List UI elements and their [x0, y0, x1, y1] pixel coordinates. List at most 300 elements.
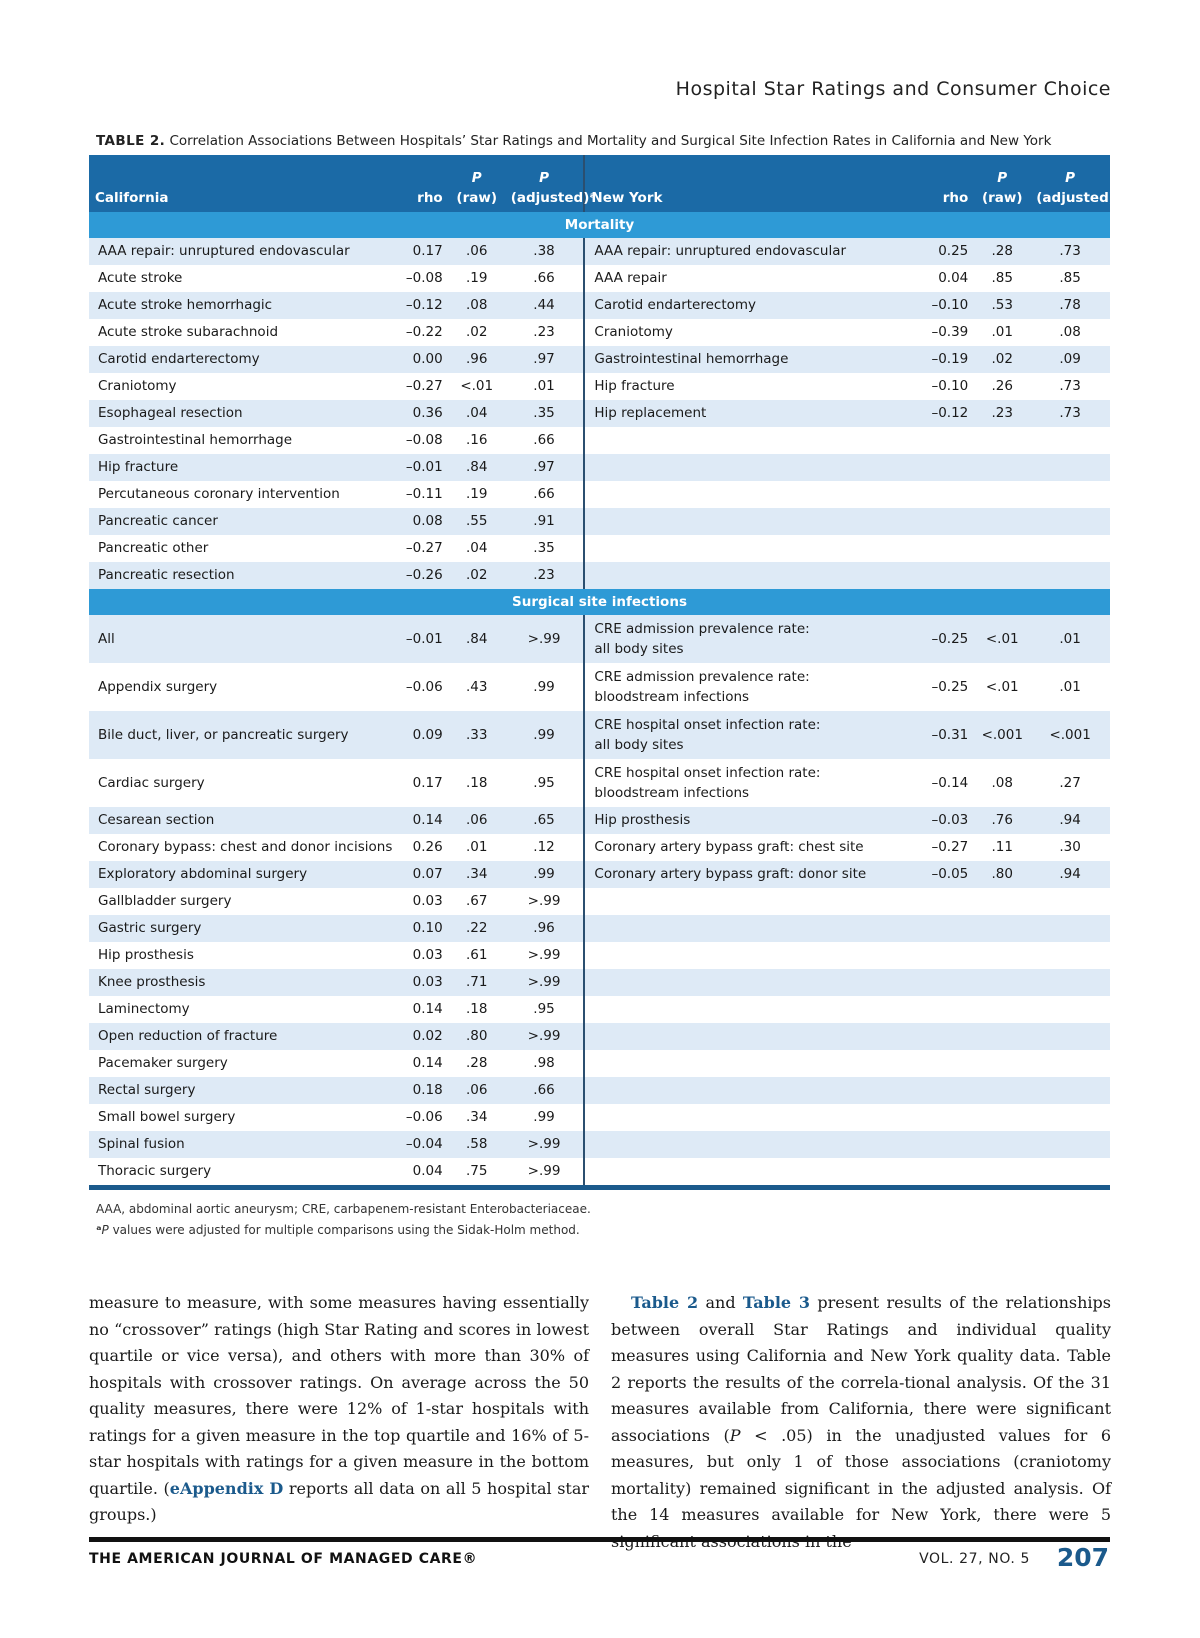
ny-p-raw	[974, 1158, 1030, 1188]
ny-p-raw: .01	[974, 319, 1030, 346]
header-ny-p-adjusted	[1030, 155, 1122, 212]
ca-rho: 0.17	[393, 759, 449, 807]
header-p: P	[997, 170, 1008, 186]
ca-p-adjusted: .35	[505, 535, 585, 562]
ny-measure	[584, 759, 918, 807]
table-row	[89, 481, 1110, 508]
ny-p-raw	[974, 1077, 1030, 1104]
ca-p-raw: .18	[449, 759, 505, 807]
ny-p-adjusted	[1030, 1023, 1110, 1050]
ny-p-raw	[974, 508, 1030, 535]
ny-p-adjusted: .94	[1030, 807, 1110, 834]
ca-p-raw: .16	[449, 427, 505, 454]
footer-rule	[89, 1537, 1110, 1542]
ny-rho: –0.10	[918, 292, 974, 319]
ny-measure	[584, 996, 918, 1023]
table-row	[89, 915, 1110, 942]
eappendix-link[interactable]: eAppendix D	[169, 1478, 284, 1498]
ca-p-raw: .06	[449, 1077, 505, 1104]
table-row	[89, 969, 1110, 996]
ca-p-adjusted: .96	[505, 915, 585, 942]
ny-p-raw: .08	[974, 759, 1030, 807]
ny-p-raw	[974, 427, 1030, 454]
ca-p-raw: .84	[449, 615, 505, 663]
ny-p-adjusted	[1030, 888, 1110, 915]
ca-measure: Acute stroke hemorrhagic	[89, 292, 393, 319]
ca-p-raw: .43	[449, 663, 505, 711]
note-adjustment	[96, 1220, 591, 1241]
body-text: and	[698, 1293, 743, 1312]
ca-p-raw: .01	[449, 834, 505, 861]
ny-measure: Craniotomy	[584, 319, 918, 346]
ny-measure-line1: Coronary artery bypass graft: donor site	[594, 866, 867, 882]
ny-p-raw: .11	[974, 834, 1030, 861]
table-row	[89, 942, 1110, 969]
ca-rho: 0.14	[393, 996, 449, 1023]
ny-p-adjusted: .09	[1030, 346, 1110, 373]
ca-measure: Exploratory abdominal surgery	[89, 861, 393, 888]
ny-p-raw	[974, 535, 1030, 562]
ny-p-raw: .76	[974, 807, 1030, 834]
ny-p-adjusted	[1030, 1104, 1110, 1131]
ca-measure: AAA repair: unruptured endovascular	[89, 238, 393, 265]
ca-measure: Cardiac surgery	[89, 759, 393, 807]
ca-rho: –0.08	[393, 265, 449, 292]
table-body	[89, 212, 1110, 1188]
ca-p-raw: .96	[449, 346, 505, 373]
body-text: measure to measure, with some measures having essentially no “crossover” ratings (high Star Rating and scores in lowest quartile or vice versa), and others with more than 30% of hospitals with crossover ratings. On average across the 50 quality measures, there were 12% of 1-star hospitals with ratings for a given measure in the top quartile and 16% of 5-star hospitals with ratings for a given measure in the bottom quartile. (	[89, 1293, 589, 1498]
ny-rho	[918, 969, 974, 996]
ca-measure: Small bowel surgery	[89, 1104, 393, 1131]
ca-p-raw: .04	[449, 535, 505, 562]
table-row	[89, 711, 1110, 759]
ca-rho: –0.27	[393, 535, 449, 562]
ny-p-adjusted: .73	[1030, 400, 1110, 427]
header-p: P	[539, 170, 549, 186]
body-text: < .05) in the unadjusted values for 6 measures, but only 1 of those associations (craniotomy mortality) remained significant in the adjusted analysis. Of the 14 measures available for New York, there were 5	[611, 1425, 1112, 1524]
body-text: reports all data on all 5 hospital star groups.)	[89, 1478, 590, 1524]
table-row	[89, 834, 1110, 861]
ca-p-adjusted: .66	[505, 427, 585, 454]
ny-measure-line1: CRE admission prevalence rate:	[594, 668, 810, 685]
ny-measure	[584, 562, 918, 589]
table-row	[89, 1050, 1110, 1077]
ca-measure: Open reduction of fracture	[89, 1023, 393, 1050]
ca-p-adjusted: .97	[505, 346, 585, 373]
header-raw: (raw)	[456, 190, 497, 206]
ca-measure: Coronary bypass: chest and donor incisions	[89, 834, 393, 861]
ny-p-raw: .80	[974, 861, 1030, 888]
table-row	[89, 265, 1110, 292]
ny-measure-line1: Coronary artery bypass graft: chest site	[594, 839, 864, 855]
ny-measure-line2: all body sites	[594, 640, 684, 657]
section-label-mortality: Mortality	[89, 212, 1110, 238]
ny-p-raw: <.01	[974, 615, 1030, 663]
table-row	[89, 615, 1110, 663]
ny-p-raw	[974, 969, 1030, 996]
ny-rho	[918, 1050, 974, 1077]
ny-measure: AAA repair: unruptured endovascular	[584, 238, 918, 265]
journal-name: THE AMERICAN JOURNAL OF MANAGED CARE®	[89, 1551, 478, 1567]
ca-p-adjusted: >.99	[505, 888, 585, 915]
ny-p-raw	[974, 915, 1030, 942]
ny-measure	[584, 834, 918, 861]
table-row	[89, 1158, 1110, 1188]
table-row	[89, 807, 1110, 834]
ca-rho: –0.26	[393, 562, 449, 589]
ny-p-adjusted	[1030, 1158, 1110, 1188]
ny-measure: Carotid endarterectomy	[584, 292, 918, 319]
ca-p-adjusted: .12	[505, 834, 585, 861]
ny-rho: –0.27	[918, 834, 974, 861]
ca-rho: 0.00	[393, 346, 449, 373]
ca-measure: Hip prosthesis	[89, 942, 393, 969]
table-row	[89, 1077, 1110, 1104]
note-p: P	[101, 1223, 109, 1237]
ca-p-raw: .80	[449, 1023, 505, 1050]
ca-rho: –0.01	[393, 454, 449, 481]
ny-p-raw	[974, 1023, 1030, 1050]
ny-p-adjusted	[1030, 481, 1110, 508]
table-row	[89, 888, 1110, 915]
ny-p-raw	[974, 481, 1030, 508]
ca-rho: 0.07	[393, 861, 449, 888]
ca-p-adjusted: >.99	[505, 615, 585, 663]
ny-measure: Gastrointestinal hemorrhage	[584, 346, 918, 373]
ca-p-raw: .08	[449, 292, 505, 319]
ca-p-raw: .75	[449, 1158, 505, 1188]
section-row-mortality	[89, 212, 1110, 238]
ny-p-adjusted: .30	[1030, 834, 1110, 861]
ny-measure	[584, 1050, 918, 1077]
ny-measure	[584, 1104, 918, 1131]
ny-p-adjusted: .73	[1030, 373, 1110, 400]
ny-p-adjusted	[1030, 915, 1110, 942]
table-row	[89, 1023, 1110, 1050]
ny-measure	[584, 711, 918, 759]
ny-p-raw	[974, 454, 1030, 481]
ny-measure: Hip fracture	[584, 373, 918, 400]
table-row	[89, 508, 1110, 535]
note-abbreviations: AAA, abdominal aortic aneurysm; CRE, carbapenem-resistant Enterobacteriaceae.	[96, 1202, 591, 1216]
table-label: TABLE 2.	[96, 133, 166, 149]
body-column-right	[611, 1290, 1111, 1555]
header-p: P	[1065, 170, 1076, 186]
ca-p-raw: .34	[449, 1104, 505, 1131]
ca-p-adjusted: .65	[505, 807, 585, 834]
table-row	[89, 996, 1110, 1023]
ca-rho: –0.11	[393, 481, 449, 508]
ca-rho: –0.01	[393, 615, 449, 663]
header-row	[89, 155, 1110, 212]
ca-p-raw: .71	[449, 969, 505, 996]
ca-p-adjusted: .99	[505, 711, 585, 759]
ca-p-adjusted: .98	[505, 1050, 585, 1077]
ca-rho: –0.06	[393, 663, 449, 711]
ca-p-raw: .02	[449, 319, 505, 346]
ny-rho: –0.10	[918, 373, 974, 400]
ca-p-adjusted: >.99	[505, 1023, 585, 1050]
table-row	[89, 1131, 1110, 1158]
ny-p-raw: .26	[974, 373, 1030, 400]
ny-p-raw: .53	[974, 292, 1030, 319]
ny-measure-line1: CRE admission prevalence rate:	[594, 620, 810, 637]
ny-rho	[918, 427, 974, 454]
ca-p-adjusted: .38	[505, 238, 585, 265]
ny-rho: –0.31	[918, 711, 974, 759]
ca-p-raw: .58	[449, 1131, 505, 1158]
ca-p-adjusted: .95	[505, 996, 585, 1023]
ny-p-adjusted	[1030, 562, 1110, 589]
ny-p-raw: .28	[974, 238, 1030, 265]
ny-p-adjusted: .78	[1030, 292, 1110, 319]
ca-p-adjusted: .66	[505, 265, 585, 292]
header-ny-rho: rho	[918, 155, 974, 212]
ca-p-raw: .28	[449, 1050, 505, 1077]
ca-p-raw: .84	[449, 454, 505, 481]
ny-measure-line2: bloodstream infections	[594, 784, 750, 801]
ny-rho: 0.04	[918, 265, 974, 292]
ny-rho	[918, 1104, 974, 1131]
header-ca-p-adjusted	[505, 155, 596, 212]
table-row	[89, 562, 1110, 589]
ny-rho: –0.03	[918, 807, 974, 834]
header-ny-p-raw	[974, 155, 1030, 212]
ca-p-raw: .06	[449, 807, 505, 834]
ca-rho: 0.14	[393, 1050, 449, 1077]
table-row	[89, 373, 1110, 400]
ca-p-raw: .19	[449, 265, 505, 292]
table2-link[interactable]: Table 2	[631, 1293, 699, 1312]
ny-p-raw	[974, 996, 1030, 1023]
ny-rho	[918, 996, 974, 1023]
ny-rho	[918, 1158, 974, 1188]
ca-p-adjusted: .23	[505, 562, 585, 589]
body-text: present results of the relationships between overall Star Ratings and individual quality measures using California and New York quality data. Table 2 reports the results of the correla-tional analysis. Of the 31 measures available from California, there were significant associations (	[611, 1293, 1111, 1445]
ny-rho: –0.14	[918, 759, 974, 807]
table-row	[89, 319, 1110, 346]
ny-measure	[584, 807, 918, 834]
ca-p-raw: .02	[449, 562, 505, 589]
ny-rho: –0.39	[918, 319, 974, 346]
header-p: P	[471, 170, 482, 186]
ca-p-raw: .06	[449, 238, 505, 265]
ca-measure: Pancreatic resection	[89, 562, 393, 589]
ca-rho: 0.03	[393, 888, 449, 915]
table-row	[89, 346, 1110, 373]
table-caption-text: Correlation Associations Between Hospitals’ Star Ratings and Mortality and Surgical Site Infection Rates in California and New York	[169, 133, 1052, 149]
ny-measure	[584, 1023, 918, 1050]
ny-p-adjusted: <.001	[1030, 711, 1110, 759]
ny-rho	[918, 562, 974, 589]
ny-p-adjusted: .27	[1030, 759, 1110, 807]
table3-link[interactable]: Table 3	[742, 1293, 811, 1312]
ca-measure: Hip fracture	[89, 454, 393, 481]
ca-measure: Spinal fusion	[89, 1131, 393, 1158]
ny-p-adjusted	[1030, 942, 1110, 969]
ca-measure: Thoracic surgery	[89, 1158, 393, 1188]
ca-measure: Acute stroke	[89, 265, 393, 292]
ca-measure: Pancreatic cancer	[89, 508, 393, 535]
ca-p-raw: .61	[449, 942, 505, 969]
table-row	[89, 400, 1110, 427]
running-head: Hospital Star Ratings and Consumer Choice	[675, 78, 1111, 100]
ny-rho	[918, 535, 974, 562]
ca-rho: 0.08	[393, 508, 449, 535]
ca-p-adjusted: .99	[505, 861, 585, 888]
ca-p-adjusted: .35	[505, 400, 585, 427]
ca-rho: 0.03	[393, 942, 449, 969]
table-row	[89, 427, 1110, 454]
ny-p-raw	[974, 1050, 1030, 1077]
ny-rho: –0.05	[918, 861, 974, 888]
ny-p-adjusted	[1030, 969, 1110, 996]
ca-measure: Bile duct, liver, or pancreatic surgery	[89, 711, 393, 759]
body-column-left	[89, 1290, 589, 1529]
note-text: values were adjusted for multiple comparisons using the Sidak-Holm method.	[108, 1223, 580, 1237]
ny-measure	[584, 1131, 918, 1158]
ca-measure: Cesarean section	[89, 807, 393, 834]
ca-rho: –0.27	[393, 373, 449, 400]
header-ca-p-raw	[449, 155, 505, 212]
ny-measure	[584, 915, 918, 942]
correlation-table	[89, 155, 1122, 1190]
header-new-york: New York	[584, 155, 918, 212]
ny-measure	[584, 535, 918, 562]
ny-p-adjusted	[1030, 1050, 1110, 1077]
ca-measure: Gastrointestinal hemorrhage	[89, 427, 393, 454]
table-row	[89, 292, 1110, 319]
ca-rho: –0.12	[393, 292, 449, 319]
ca-measure: Percutaneous coronary intervention	[89, 481, 393, 508]
ny-p-adjusted	[1030, 1131, 1110, 1158]
ca-measure: Knee prosthesis	[89, 969, 393, 996]
ca-p-adjusted: .44	[505, 292, 585, 319]
ny-measure	[584, 615, 918, 663]
ca-measure: Pancreatic other	[89, 535, 393, 562]
ny-measure	[584, 454, 918, 481]
ny-p-raw: <.001	[974, 711, 1030, 759]
body-p-italic: P	[729, 1425, 741, 1445]
ny-measure	[584, 1077, 918, 1104]
ny-p-adjusted	[1030, 535, 1110, 562]
ny-measure-line1: Hip prosthesis	[594, 812, 691, 828]
ny-p-adjusted	[1030, 996, 1110, 1023]
header-adjusted: (adjusted)ᵃ	[510, 190, 596, 206]
table-caption	[96, 133, 1116, 149]
ca-p-raw: .34	[449, 861, 505, 888]
ca-p-adjusted: .97	[505, 454, 585, 481]
ny-rho: –0.25	[918, 663, 974, 711]
ca-p-adjusted: >.99	[505, 1158, 585, 1188]
ny-p-adjusted: .73	[1030, 238, 1110, 265]
ny-rho	[918, 1131, 974, 1158]
ca-p-raw: <.01	[449, 373, 505, 400]
ca-rho: 0.03	[393, 969, 449, 996]
table-row	[89, 663, 1110, 711]
ca-p-raw: .55	[449, 508, 505, 535]
ny-rho	[918, 1077, 974, 1104]
ny-measure: Hip replacement	[584, 400, 918, 427]
ny-p-adjusted	[1030, 454, 1110, 481]
ny-measure	[584, 942, 918, 969]
ca-p-raw: .22	[449, 915, 505, 942]
ny-p-adjusted: .85	[1030, 265, 1110, 292]
ca-p-raw: .18	[449, 996, 505, 1023]
ny-measure	[584, 508, 918, 535]
ca-p-adjusted: >.99	[505, 942, 585, 969]
ca-rho: 0.26	[393, 834, 449, 861]
header-raw: (raw)	[981, 190, 1023, 206]
ny-p-raw: .85	[974, 265, 1030, 292]
ny-p-raw	[974, 888, 1030, 915]
ny-p-raw: .02	[974, 346, 1030, 373]
ny-rho	[918, 481, 974, 508]
ny-rho: –0.25	[918, 615, 974, 663]
note-marker: ᵃ	[96, 1223, 102, 1237]
ny-rho: –0.19	[918, 346, 974, 373]
ca-rho: 0.04	[393, 1158, 449, 1188]
ny-p-raw: .23	[974, 400, 1030, 427]
ny-rho	[918, 508, 974, 535]
ca-p-adjusted: .66	[505, 481, 585, 508]
ny-rho	[918, 454, 974, 481]
ny-measure	[584, 481, 918, 508]
ny-rho	[918, 915, 974, 942]
ny-p-adjusted	[1030, 1077, 1110, 1104]
ca-rho: 0.14	[393, 807, 449, 834]
ca-rho: –0.22	[393, 319, 449, 346]
ny-rho	[918, 1023, 974, 1050]
body-paragraph-left	[89, 1290, 589, 1529]
ny-rho: –0.12	[918, 400, 974, 427]
ca-rho: 0.02	[393, 1023, 449, 1050]
table-row	[89, 759, 1110, 807]
ca-measure: Rectal surgery	[89, 1077, 393, 1104]
ny-p-adjusted: .08	[1030, 319, 1110, 346]
ca-measure: Carotid endarterectomy	[89, 346, 393, 373]
ny-measure-line2: all body sites	[594, 736, 684, 753]
ca-measure: Acute stroke subarachnoid	[89, 319, 393, 346]
ny-p-adjusted	[1030, 508, 1110, 535]
ny-measure	[584, 663, 918, 711]
ca-p-adjusted: .99	[505, 663, 585, 711]
ny-p-adjusted: .01	[1030, 663, 1110, 711]
ny-measure: AAA repair	[584, 265, 918, 292]
ca-measure: Laminectomy	[89, 996, 393, 1023]
ny-measure	[584, 888, 918, 915]
ca-rho: 0.09	[393, 711, 449, 759]
table-notes	[96, 1199, 591, 1241]
ca-rho: –0.06	[393, 1104, 449, 1131]
ca-rho: –0.04	[393, 1131, 449, 1158]
section-label-ssi: Surgical site infections	[89, 589, 1110, 615]
ny-measure	[584, 1158, 918, 1188]
table-row	[89, 535, 1110, 562]
ca-measure: Gallbladder surgery	[89, 888, 393, 915]
ca-measure: Pacemaker surgery	[89, 1050, 393, 1077]
ny-measure-line2: bloodstream infections	[594, 688, 750, 705]
body-paragraph-right	[611, 1290, 1111, 1555]
ny-measure	[584, 861, 918, 888]
section-row-ssi	[89, 589, 1110, 615]
ny-p-adjusted	[1030, 427, 1110, 454]
header-adjusted: (adjusted)ᵃ	[1036, 190, 1122, 206]
ca-p-adjusted: .91	[505, 508, 585, 535]
ca-p-adjusted: .23	[505, 319, 585, 346]
ca-measure: Appendix surgery	[89, 663, 393, 711]
ca-p-adjusted: .95	[505, 759, 585, 807]
